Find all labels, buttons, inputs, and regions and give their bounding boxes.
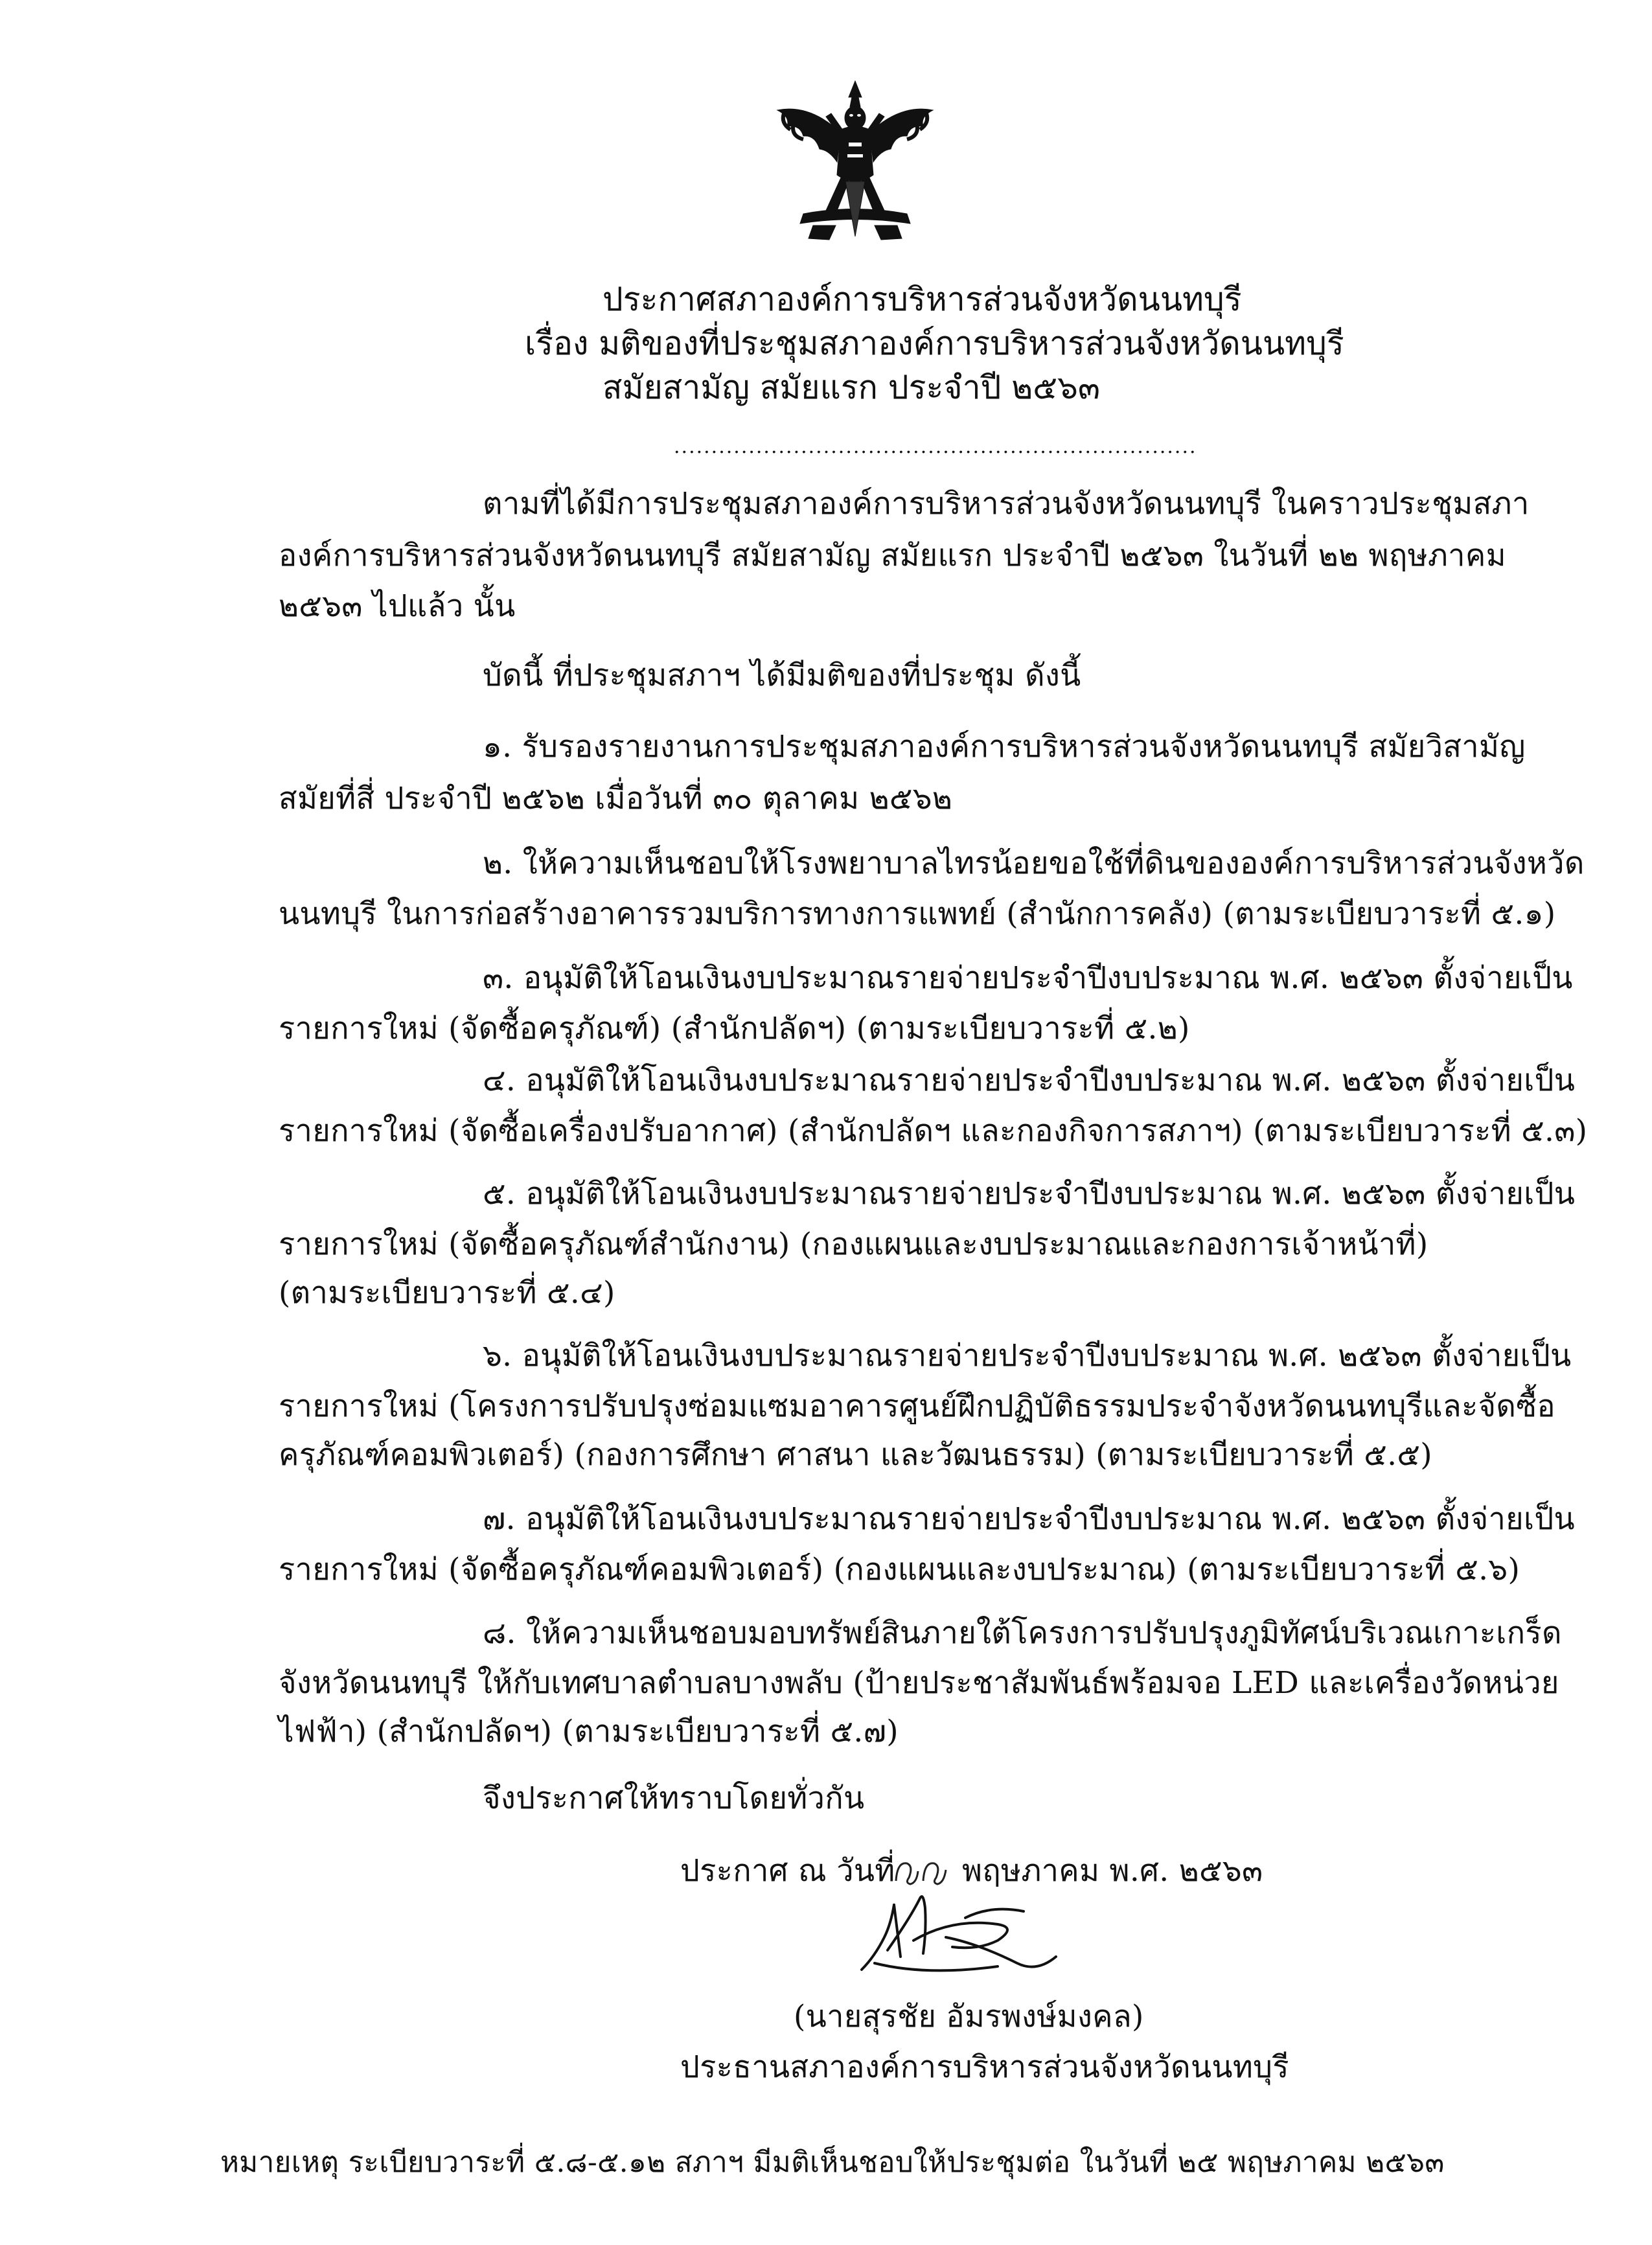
item-8-line-3: ไฟฟ้า) (สำนักปลัดฯ) (ตามระเบียบวาระที่ ๕.๗) [279, 1714, 899, 1749]
announcement-title: ประกาศสภาองค์การบริหารส่วนจังหวัดนนทบุรี [602, 281, 1242, 318]
item-7-line-2: รายการใหม่ (จัดซื้อครุภัณฑ์คอมพิวเตอร์) (กองแผนและงบประมาณ) (ตามระเบียบวาระที่ ๕.๖) [279, 1552, 1520, 1587]
signatory-title: ประธานสภาองค์การบริหารส่วนจังหวัดนนทบุรี [680, 2049, 1289, 2085]
item-7-line-1: ๗. อนุมัติให้โอนเงินงบประมาณรายจ่ายประจำปีงบประมาณ พ.ศ. ๒๕๖๓ ตั้งจ่ายเป็น [483, 1501, 1575, 1537]
subject-line: เรื่อง มติของที่ประชุมสภาองค์การบริหารส่วนจังหวัดนนทบุรี [525, 325, 1344, 362]
item-4-line-1: ๔. อนุมัติให้โอนเงินงบประมาณรายจ่ายประจำปีงบประมาณ พ.ศ. ๒๕๖๓ ตั้งจ่ายเป็น [483, 1063, 1576, 1098]
item-1-line-1: ๑. รับรองรายงานการประชุมสภาองค์การบริหารส่วนจังหวัดนนทบุรี สมัยวิสามัญ [483, 729, 1526, 765]
item-5-line-3: (ตามระเบียบวาระที่ ๕.๔) [279, 1275, 615, 1311]
handwritten-signature-icon [849, 1879, 1082, 1989]
item-3-line-2: รายการใหม่ (จัดซื้อครุภัณฑ์) (สำนักปลัดฯ) (ตามระเบียบวาระที่ ๕.๒) [279, 1011, 1190, 1046]
announce-date-suffix: พฤษภาคม พ.ศ. ๒๕๖๓ [962, 1853, 1263, 1889]
item-6-line-2: รายการใหม่ (โครงการปรับปรุงซ่อมแซมอาคารศูนย์ฝึกปฏิบัติธรรมประจำจังหวัดนนทบุรีและจัดซื้อ [279, 1388, 1555, 1424]
item-6-line-3: ครุภัณฑ์คอมพิวเตอร์) (กองการศึกษา ศาสนา และวัฒนธรรม) (ตามระเบียบวาระที่ ๕.๕) [279, 1437, 1432, 1473]
intro-line-1: ตามที่ได้มีการประชุมสภาองค์การบริหารส่วนจังหวัดนนทบุรี ในคราวประชุมสภา [483, 486, 1530, 522]
item-1-line-2: สมัยที่สี่ ประจำปี ๒๕๖๒ เมื่อวันที่ ๓๐ ตุลาคม ๒๕๖๒ [279, 781, 953, 816]
item-2-line-2: นนทบุรี ในการก่อสร้างอาคารรวมบริการทางการแพทย์ (สำนักการคลัง) (ตามระเบียบวาระที่ ๕.๑) [279, 896, 1556, 932]
session-line: สมัยสามัญ สมัยแรก ประจำปี ๒๕๖๓ [602, 369, 1101, 406]
footnote: หมายเหตุ ระเบียบวาระที่ ๕.๘-๕.๑๒ สภาฯ มีมติเห็นชอบให้ประชุมต่อ ในวันที่ ๒๕ พฤษภาคม ๒๕๖๓ [220, 2146, 1445, 2179]
garuda-emblem-icon [764, 78, 946, 253]
intro-line-2: องค์การบริหารส่วนจังหวัดนนทบุรี สมัยสามัญ สมัยแรก ประจำปี ๒๕๖๓ ในวันที่ ๒๒ พฤษภาคม [279, 538, 1506, 573]
header-divider: ...................................................................... [674, 435, 1197, 458]
item-2-line-1: ๒. ให้ความเห็นชอบให้โรงพยาบาลไทรน้อยขอใช้ที่ดินขององค์การบริหารส่วนจังหวัด [483, 846, 1585, 881]
item-8-line-2: จังหวัดนนทบุรี ให้กับเทศบาลตำบลบางพลับ (ป้ายประชาสัมพันธ์พร้อมจอ LED และเครื่องวัดหน่วย [279, 1665, 1559, 1701]
intro-line-3: ๒๕๖๓ ไปแล้ว นั้น [279, 588, 516, 624]
closing-line: จึงประกาศให้ทราบโดยทั่วกัน [483, 1780, 865, 1816]
resolution-intro: บัดนี้ ที่ประชุมสภาฯ ได้มีมติของที่ประชุม ดังนี้ [483, 658, 1081, 693]
item-4-line-2: รายการใหม่ (จัดซื้อเครื่องปรับอากาศ) (สำนักปลัดฯ และกองกิจการสภาฯ) (ตามระเบียบวาระที่ ๕.๓) [279, 1113, 1588, 1149]
item-5-line-1: ๕. อนุมัติให้โอนเงินงบประมาณรายจ่ายประจำปีงบประมาณ พ.ศ. ๒๕๖๓ ตั้งจ่ายเป็น [483, 1176, 1576, 1212]
item-6-line-1: ๖. อนุมัติให้โอนเงินงบประมาณรายจ่ายประจำปีงบประมาณ พ.ศ. ๒๕๖๓ ตั้งจ่ายเป็น [483, 1338, 1572, 1374]
item-3-line-1: ๓. อนุมัติให้โอนเงินงบประมาณรายจ่ายประจำปีงบประมาณ พ.ศ. ๒๕๖๓ ตั้งจ่ายเป็น [483, 960, 1573, 996]
signatory-name: (นายสุรชัย อัมรพงษ์มงคล) [794, 1999, 1144, 2034]
announce-date-prefix: ประกาศ ณ วันที่ [680, 1853, 895, 1889]
item-8-line-1: ๘. ให้ความเห็นชอบมอบทรัพย์สินภายใต้โครงการปรับปรุงภูมิทัศน์บริเวณเกาะเกร็ด [483, 1615, 1562, 1651]
item-5-line-2: รายการใหม่ (จัดซื้อครุภัณฑ์สำนักงาน) (กองแผนและงบประมาณและกองการเจ้าหน้าที่) [279, 1226, 1428, 1262]
